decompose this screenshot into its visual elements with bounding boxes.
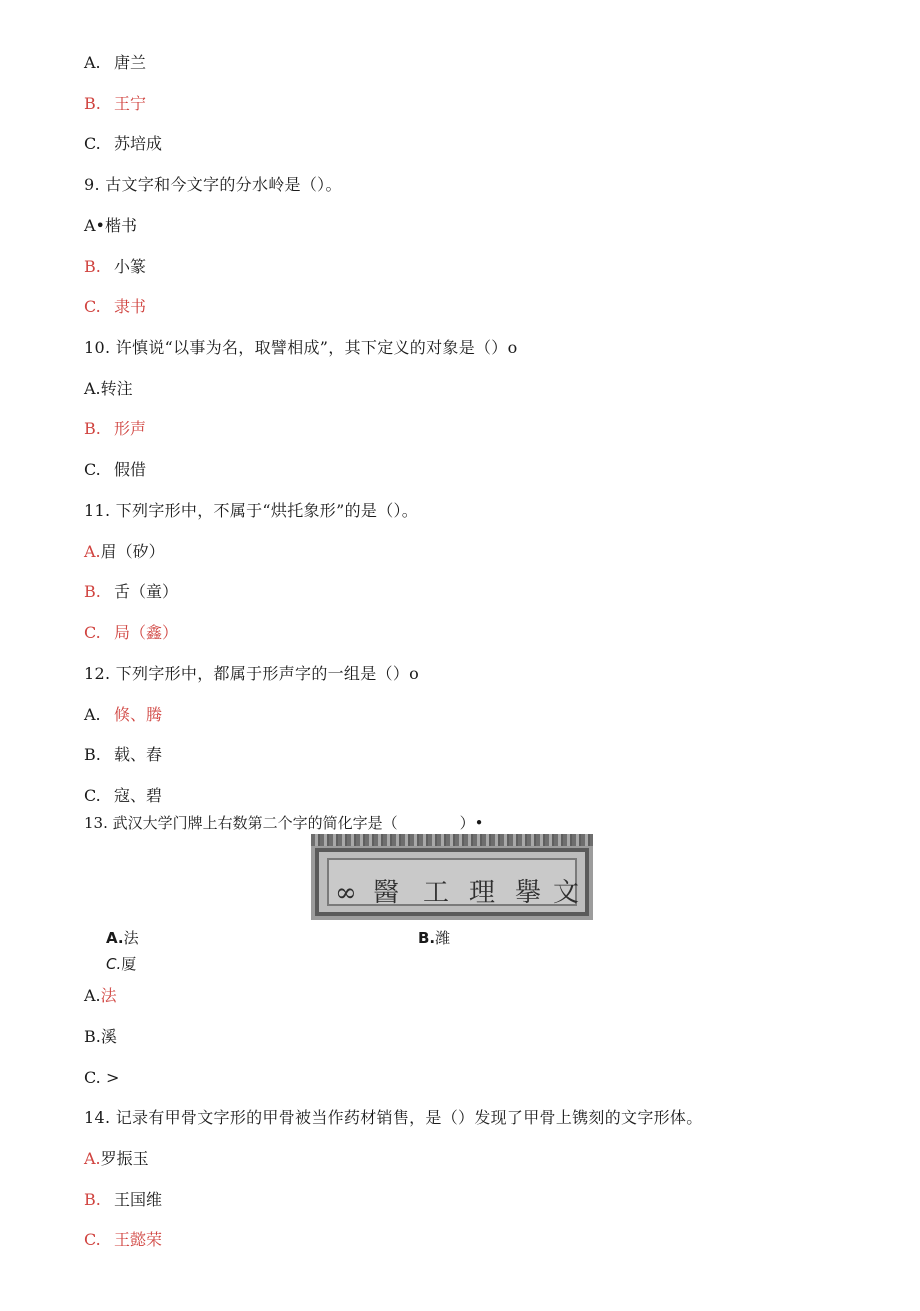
q13-image-option-c: [106, 954, 136, 974]
q13-stem: [84, 813, 484, 833]
option-label: B.: [84, 257, 101, 276]
option-label: C.: [84, 1230, 101, 1249]
q10-option-a: [84, 379, 133, 399]
option-text: 法: [100, 986, 117, 1005]
q13-image-option-b: [418, 928, 450, 948]
q10-stem: 10. 许慎说“以事为名，取譬相成”，其下定义的对象是（）o: [84, 338, 518, 357]
option-text: 寇、碧: [114, 786, 163, 805]
option-text: 王懿荣: [114, 1230, 163, 1249]
q9-option-a: [84, 216, 137, 236]
option-text: 形声: [114, 419, 147, 438]
option-label: A.: [84, 1149, 101, 1168]
option-text: 倏、腾: [114, 705, 163, 724]
option-label: B.: [84, 745, 101, 764]
option-text: 王国维: [114, 1190, 163, 1209]
option-label: B.: [84, 419, 101, 438]
option-text: 唐兰: [114, 53, 147, 72]
q11-stem: 11. 下列字形中，不属于“烘托象形”的是（）。: [84, 501, 419, 520]
q13-option-b: [84, 1027, 117, 1047]
q11-option-c: [84, 623, 178, 643]
q9-stem: 9. 古文字和今文字的分水岭是（）。: [84, 175, 342, 194]
q9-option-b: [84, 257, 146, 277]
option-text: 转注: [100, 379, 133, 398]
q12-stem: 12. 下列字形中，都属于形声字的一组是（）o: [84, 664, 420, 683]
option-text: 楷书: [105, 216, 138, 235]
q11-option-a: [84, 542, 165, 562]
option-label: A•: [84, 216, 105, 235]
university-plaque-image: [311, 834, 593, 920]
option-label: B.: [84, 94, 101, 113]
q12-option-a: [84, 705, 162, 725]
q9-option-c: [84, 297, 146, 317]
q11-option-b: [84, 582, 178, 602]
q13-image-option-a: [106, 928, 139, 948]
option-text: 苏培成: [114, 134, 163, 153]
plaque-roof: [311, 834, 593, 846]
option-text: 溪: [100, 1027, 117, 1046]
option-label: A.: [84, 986, 101, 1005]
option-label: B.: [84, 1190, 101, 1209]
option-label: A.: [84, 542, 101, 561]
q14-option-b: [84, 1190, 162, 1210]
option-label: B.: [84, 582, 101, 601]
option-text: 小篆: [114, 257, 147, 276]
option-label: B.: [84, 1027, 101, 1046]
option-label: B.: [418, 929, 436, 947]
option-label: A.: [106, 929, 124, 947]
option-text: 法: [123, 929, 139, 947]
option-text: 厦: [121, 955, 137, 973]
option-label: C.: [84, 1068, 101, 1087]
option-label: A.: [84, 705, 101, 724]
option-label: C.: [84, 623, 101, 642]
option-text: 假借: [114, 460, 147, 479]
option-text: 王宁: [114, 94, 147, 113]
q8-option-c: [84, 134, 162, 154]
q13-option-a: [84, 986, 117, 1006]
plaque-char: 工: [423, 878, 450, 908]
option-label: C.: [84, 460, 101, 479]
q13-option-c: [84, 1068, 119, 1088]
q13-stem-end: ）•: [459, 814, 484, 832]
q14-option-a: [84, 1149, 149, 1169]
q14-stem: 14. 记录有甲骨文字形的甲骨被当作药材销售，是（）发现了甲骨上镌刻的文字形体。: [84, 1108, 703, 1127]
option-label: A.: [84, 53, 101, 72]
option-label: A.: [84, 379, 101, 398]
q8-option-b: [84, 94, 146, 114]
option-text: >: [106, 1068, 120, 1087]
option-label: C.: [84, 297, 101, 316]
plaque-inner: [327, 858, 580, 908]
q12-option-c: [84, 786, 162, 806]
option-text: 潍: [435, 929, 451, 947]
option-label: C.: [106, 955, 122, 973]
q12-option-b: [84, 745, 162, 765]
plaque-char: 擧: [515, 878, 542, 908]
plaque-char: 理: [469, 878, 496, 908]
plaque-char: 醫: [373, 878, 400, 908]
option-text: 罗振玉: [100, 1149, 149, 1168]
q14-option-c: [84, 1230, 162, 1250]
option-text: 局（鑫）: [114, 623, 179, 642]
option-text: 眉（矽）: [100, 542, 165, 561]
option-label: C.: [84, 786, 101, 805]
q8-option-a: [84, 53, 146, 73]
option-text: 舌（童）: [114, 582, 179, 601]
q10-option-b: [84, 419, 146, 439]
option-label: C.: [84, 134, 101, 153]
plaque-board: [315, 848, 589, 916]
option-text: 载、舂: [114, 745, 163, 764]
plaque-char: ∞: [335, 878, 357, 908]
q13-stem-text: 13. 武汉大学门牌上右数第二个字的简化字是（: [84, 814, 398, 832]
q10-option-c: [84, 460, 146, 480]
option-text: 隶书: [114, 297, 147, 316]
plaque-char: 文: [553, 878, 580, 908]
